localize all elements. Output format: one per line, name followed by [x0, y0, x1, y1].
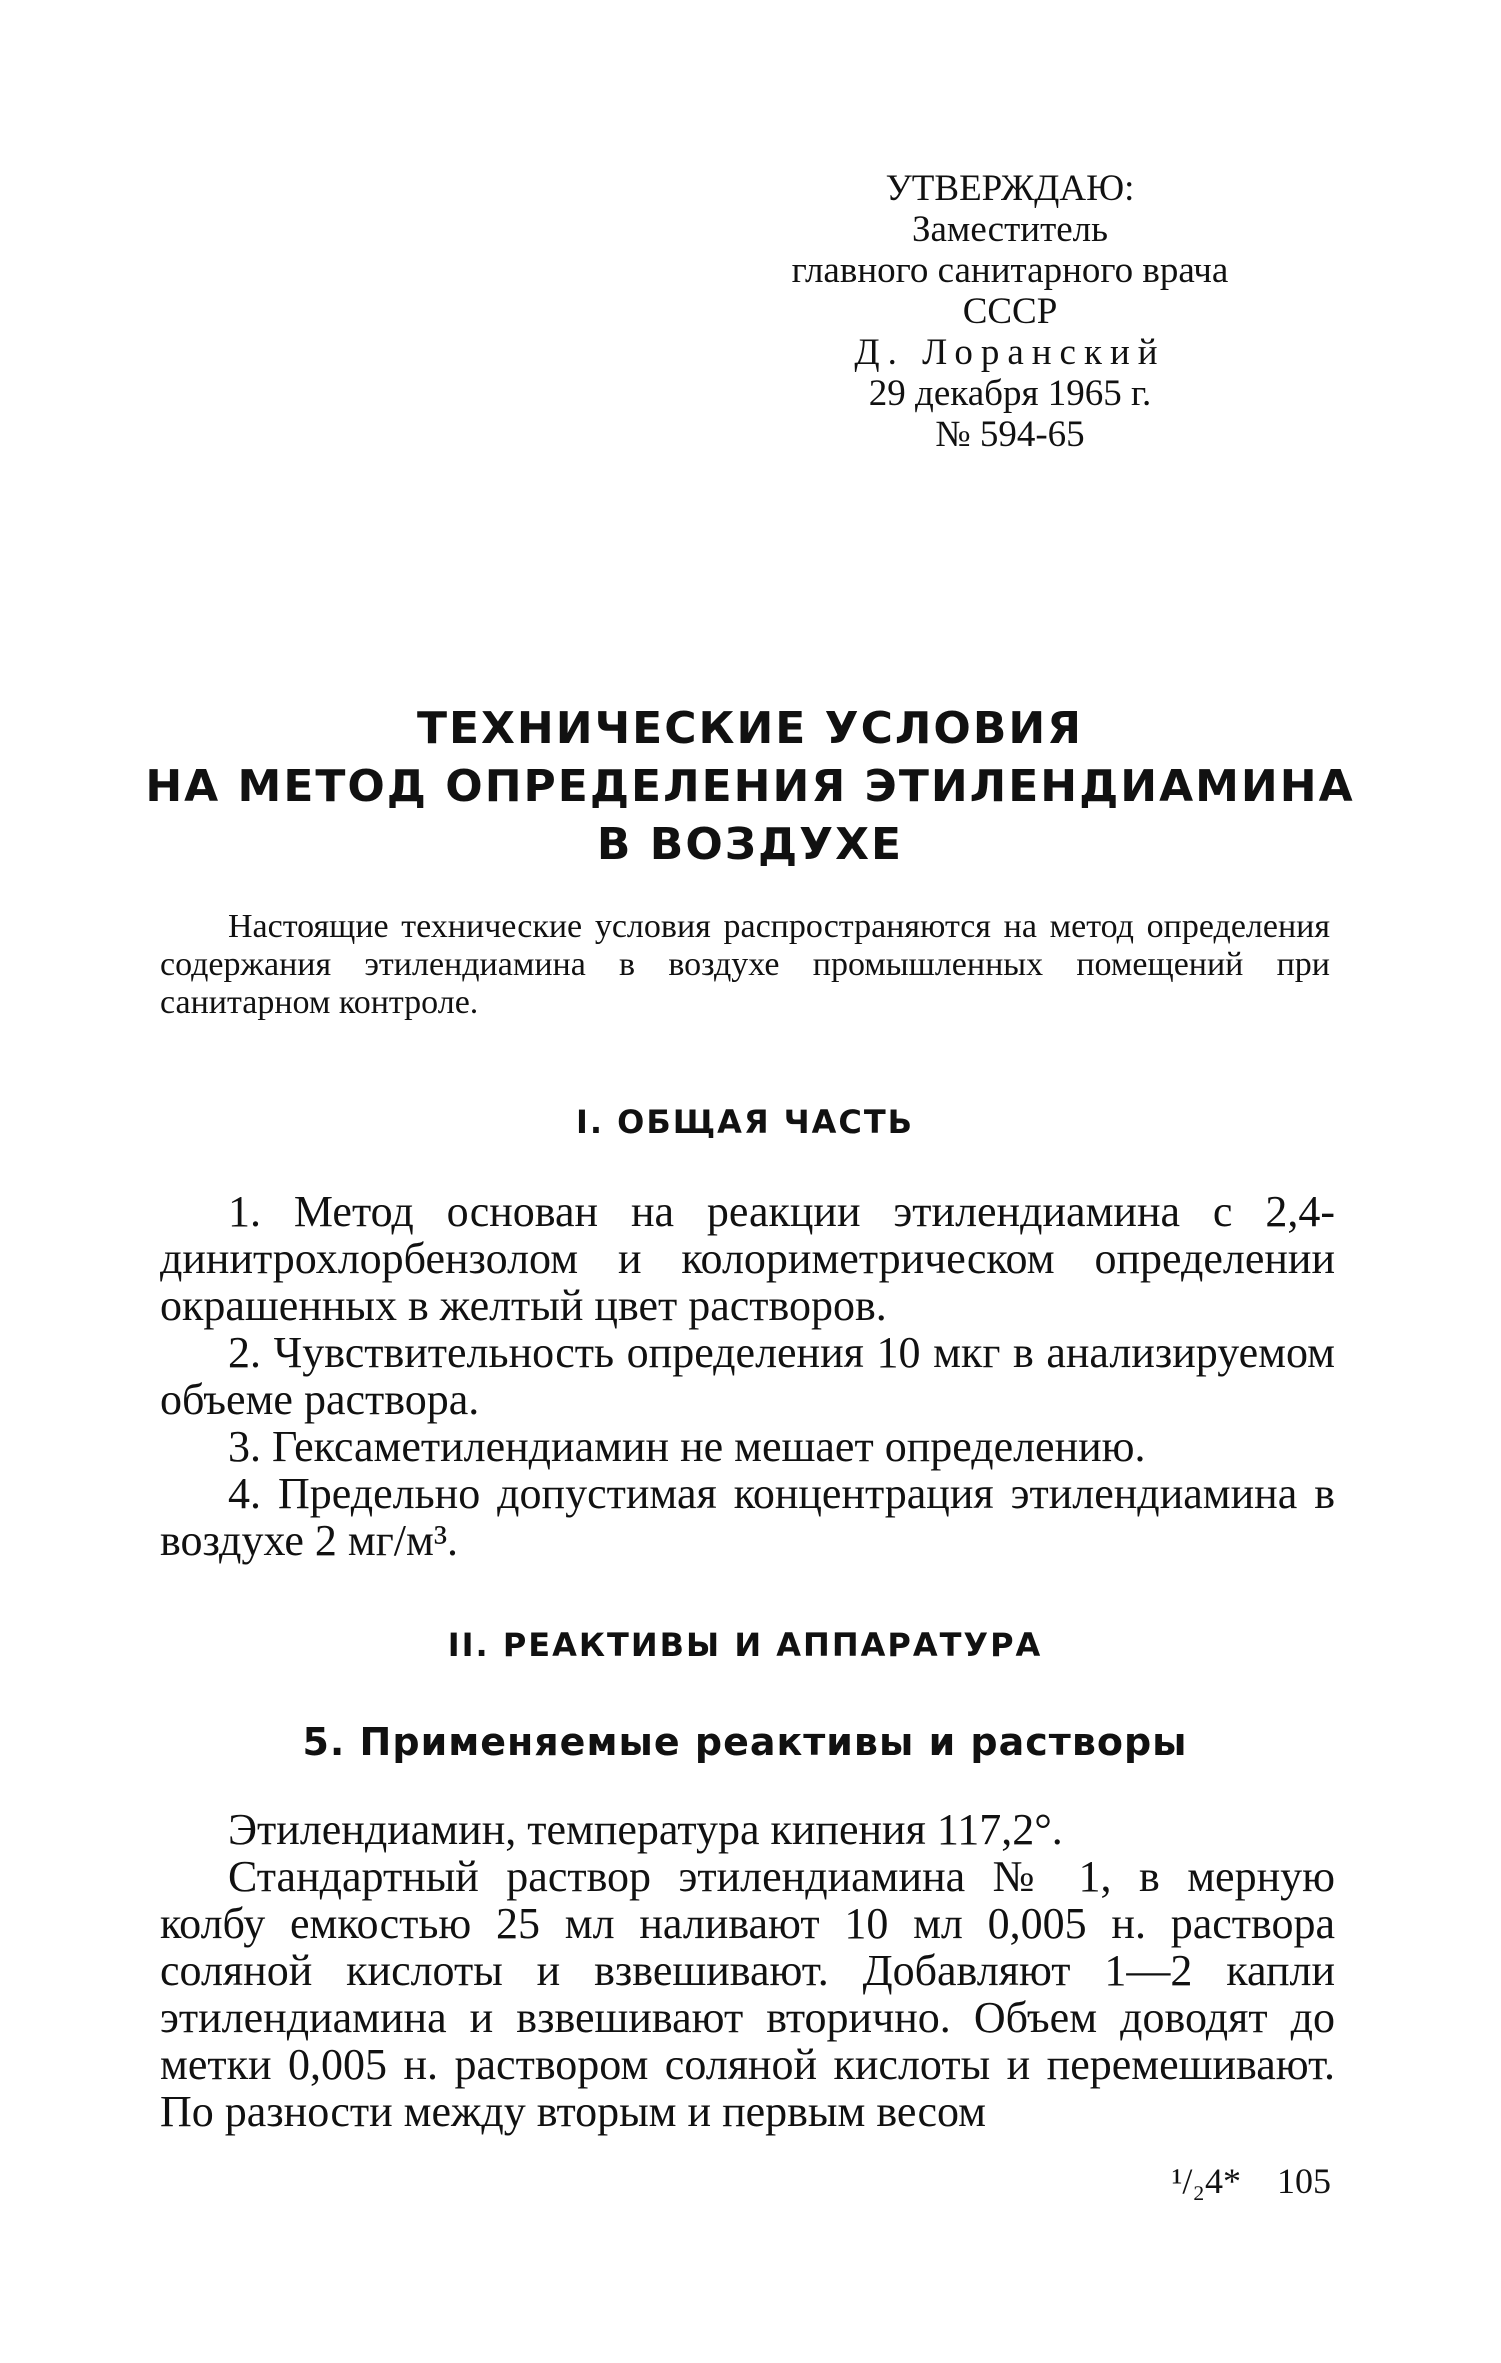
- title-line-2: НА МЕТОД ОПРЕДЕЛЕНИЯ ЭТИЛЕНДИАМИНА: [145, 761, 1355, 812]
- approval-block: [740, 168, 1280, 455]
- approval-number: № 594-65: [935, 414, 1085, 455]
- intro-paragraph: Настоящие технические условия распространяются на метод определения содержания этилендиамина в воздухе промышленных помещений при санитарном контроле.: [160, 908, 1330, 1021]
- paragraph-2: 2. Чувствительность определения 10 мкг в анализируемом объеме раствора.: [160, 1328, 1335, 1424]
- section-2-heading: II. РЕАКТИВЫ И АППАРАТУРА: [447, 1626, 1043, 1664]
- page-footer: [1172, 2160, 1331, 2202]
- title-line-3: В ВОЗДУХЕ: [596, 819, 904, 870]
- paragraph-6: Стандартный раствор этилендиамина № 1, в мерную колбу емкостью 25 мл наливают 10 мл 0,005 н. раствора соляной кислоты и взвешивают. Добавляют 1—2 капли этилендиамина и взвешивают вторично. Объем доводят до метки 0,005 н. раствором соляной кислоты и перемешивают. По разности между вторым и первым весом: [160, 1852, 1335, 2136]
- paragraph-5: Этилендиамин, температура кипения 117,2°.: [228, 1805, 1063, 1854]
- document-title: [140, 700, 1360, 874]
- paragraph-4: 4. Предельно допустимая концентрация этилендиамина в воздухе 2 мг/м³.: [160, 1469, 1335, 1565]
- approval-heading: УТВЕРЖДАЮ:: [885, 168, 1135, 209]
- approval-position-detail: главного санитарного врача: [791, 250, 1229, 291]
- section-2-subheading: 5. Применяемые реактивы и растворы: [302, 1720, 1188, 1764]
- paragraph-1: 1. Метод основан на реакции этилендиамина с 2,4-динитрохлорбензолом и колориметрическом определении окрашенных в желтый цвет растворов.: [160, 1187, 1335, 1330]
- approval-date: 29 декабря 1965 г.: [868, 373, 1152, 414]
- approval-signatory: Д. Лоранский: [854, 332, 1166, 373]
- title-line-1: ТЕХНИЧЕСКИЕ УСЛОВИЯ: [416, 703, 1084, 754]
- approval-country: СССР: [962, 291, 1058, 332]
- section-1-body: [160, 1188, 1335, 1564]
- section-1-heading: I. ОБЩАЯ ЧАСТЬ: [575, 1103, 915, 1141]
- approval-position: Заместитель: [911, 209, 1109, 250]
- printer-signature: ¹/₂4*: [1171, 2161, 1241, 2201]
- page-number: 105: [1277, 2161, 1331, 2201]
- section-2-body: [160, 1806, 1335, 2135]
- paragraph-3: 3. Гексаметилендиамин не мешает определению.: [228, 1422, 1146, 1471]
